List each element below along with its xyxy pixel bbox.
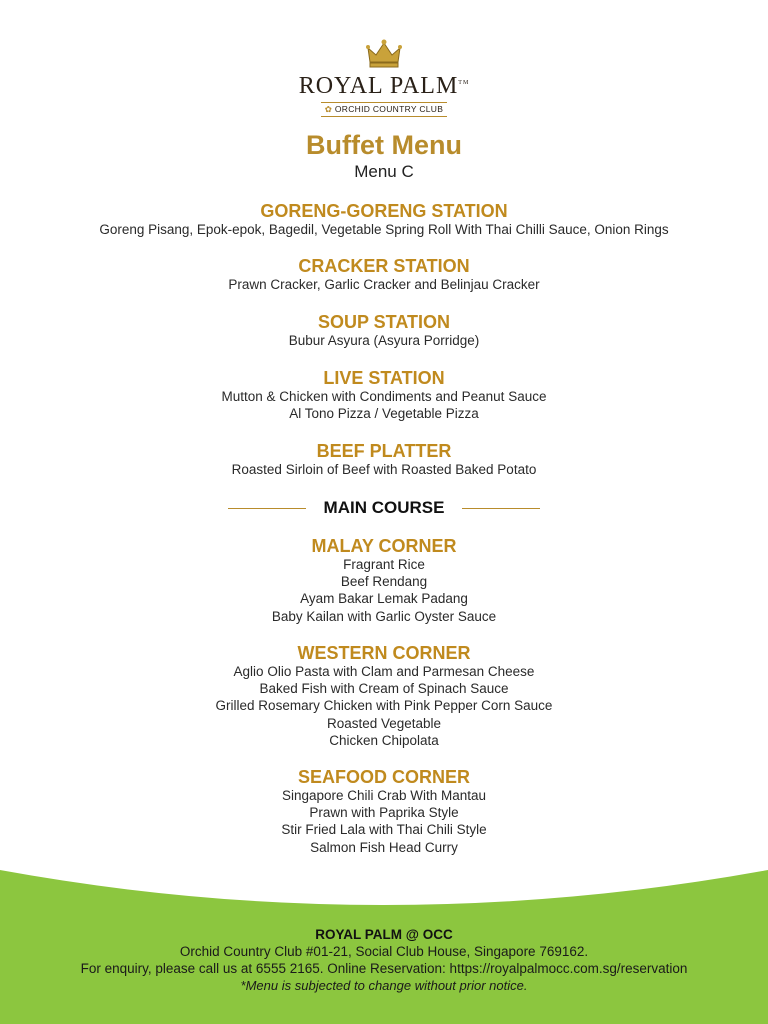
section-title: GORENG-GORENG STATION — [260, 201, 508, 221]
menu-item: Aglio Olio Pasta with Clam and Parmesan Cheese — [233, 664, 535, 679]
menu-item: Baby Kailan with Garlic Oyster Sauce — [271, 608, 497, 624]
section-cracker-station — [0, 256, 768, 293]
flower-icon: ✿ — [324, 104, 333, 114]
menu-item: Baked Fish with Cream of Spinach Sauce — [259, 681, 509, 697]
menu-variant: Menu C — [354, 162, 414, 181]
section-title: BEEF PLATTER — [316, 441, 452, 461]
page-title: Buffet Menu — [306, 130, 462, 160]
divider-line-right — [462, 508, 540, 509]
menu-item: Ayam Bakar Lemak Padang — [300, 591, 468, 607]
section-title: CRACKER STATION — [298, 256, 470, 276]
menu-item: Mutton & Chicken with Condiments and Peanut Sauce — [221, 389, 547, 404]
section-malay-corner — [0, 536, 768, 625]
section-goreng-goreng-station — [0, 201, 768, 238]
main-course-divider — [0, 496, 768, 520]
section-title: SEAFOOD CORNER — [297, 767, 470, 787]
menu-item: Al Tono Pizza / Vegetable Pizza — [289, 406, 479, 422]
menu-item: Prawn with Paprika Style — [309, 805, 459, 821]
section-western-corner — [0, 643, 768, 749]
footer-address: Orchid Country Club #01-21, Social Club House, Singapore 769162. — [179, 944, 589, 959]
divider-label: MAIN COURSE — [323, 498, 445, 517]
menu-item: Grilled Rosemary Chicken with Pink Pepper Corn Sauce — [215, 698, 553, 714]
logo-subtitle: ✿ ORCHID COUNTRY CLUB — [321, 102, 447, 117]
menu-item: Singapore Chili Crab With Mantau — [281, 788, 487, 803]
menu-item: Chicken Chipolata — [329, 732, 439, 748]
menu-item: Roasted Sirloin of Beef with Roasted Baked Potato — [231, 462, 537, 477]
section-title: LIVE STATION — [323, 368, 445, 388]
section-title: WESTERN CORNER — [297, 643, 471, 663]
menu-item: Stir Fried Lala with Thai Chili Style — [281, 822, 487, 838]
section-title: MALAY CORNER — [311, 536, 457, 556]
footer-enquiry: For enquiry, please call us at 6555 2165. Online Reservation: https://royalpalmocc.com.sg/reservation — [80, 961, 688, 976]
menu-item: Bubur Asyura (Asyura Porridge) — [288, 333, 480, 348]
logo-brand: ROYAL PALM™ — [298, 73, 470, 99]
menu-header — [0, 128, 768, 182]
footer — [0, 926, 768, 994]
menu-item: Prawn Cracker, Garlic Cracker and Belinjau Cracker — [228, 277, 540, 292]
footer-title: ROYAL PALM @ OCC — [315, 927, 453, 942]
menu-item: Roasted Vegetable — [326, 715, 442, 731]
royal-palm-logo — [274, 38, 494, 124]
section-live-station — [0, 368, 768, 422]
section-soup-station — [0, 312, 768, 349]
crown-icon — [364, 38, 404, 72]
menu-item: Fragrant Rice — [343, 557, 425, 572]
section-beef-platter — [0, 441, 768, 478]
menu-item: Beef Rendang — [340, 574, 428, 590]
menu-item: Salmon Fish Head Curry — [310, 839, 458, 855]
menu-item: Goreng Pisang, Epok-epok, Bagedil, Vegetable Spring Roll With Thai Chilli Sauce, Onion Rings — [99, 222, 669, 237]
footer-disclaimer: *Menu is subjected to change without prior notice. — [240, 978, 528, 993]
section-seafood-corner — [0, 767, 768, 856]
section-title: SOUP STATION — [317, 312, 450, 332]
